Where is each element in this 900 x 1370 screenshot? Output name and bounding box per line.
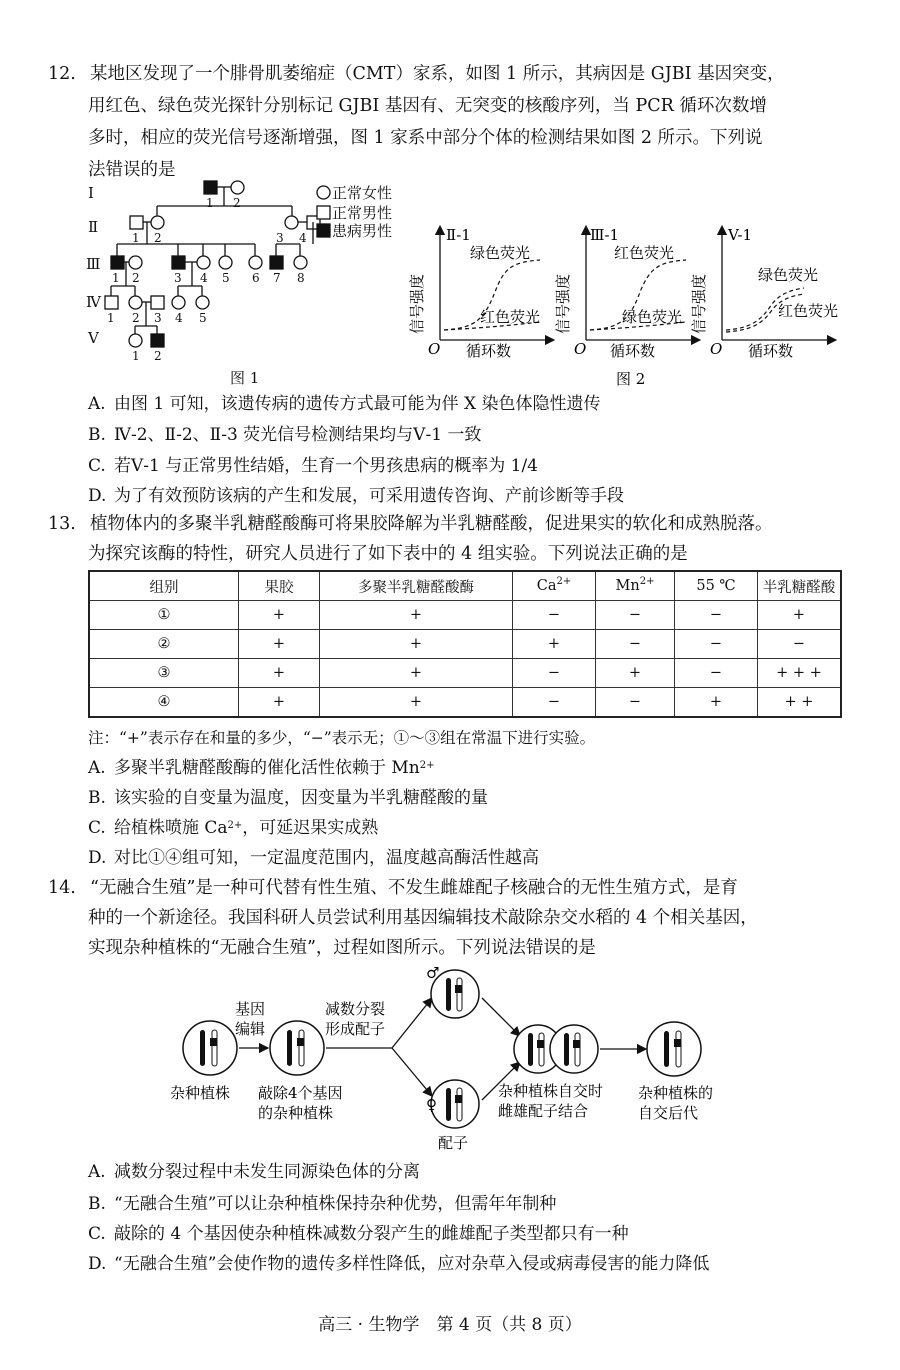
q12-line-2: 用红色、绿色荧光探针分别标记 GJBI 基因有、无突变的核酸序列，当 PCR 循环次数增: [88, 96, 767, 116]
q14-option-a[interactable]: A. 减数分裂过程中未发生同源染色体的分离: [88, 1162, 420, 1182]
q14-line-1: “无融合生殖”是一种可代替有性生殖、不发生雌雄配子核融合的无性生殖方式，是育: [90, 878, 738, 898]
id-I-1: 1: [206, 196, 214, 210]
q12-number: 12.: [48, 64, 76, 84]
id-III-4: 4: [200, 271, 208, 285]
figure1-caption: 图 1: [230, 369, 260, 387]
legend-affected-symbol: [317, 224, 330, 237]
legend-normal-female: 正常女性: [332, 184, 393, 202]
id-II-4: 4: [299, 231, 307, 245]
origin-label: O: [710, 340, 723, 358]
III-8-normal-female: [294, 256, 307, 269]
id-II-2: 2: [154, 231, 162, 245]
label-self-a: 杂种植株自交时: [498, 1082, 604, 1100]
figure2-caption: 图 2: [616, 370, 646, 388]
legend-male-symbol: [317, 206, 330, 219]
origin-label: O: [574, 340, 587, 358]
header-enzyme: 多聚半乳糖醛酸酶: [320, 571, 513, 601]
q14-number: 14.: [48, 878, 76, 898]
experiment-table: [88, 570, 842, 718]
x-axis-label: 循环数: [610, 342, 656, 360]
header-mn: $Mn^{2+}$: [596, 571, 675, 601]
header-temp: 55 ℃: [675, 571, 758, 601]
table-row: ③ + + − + − + + +: [89, 659, 841, 688]
label-gamete: 配子: [438, 1134, 469, 1152]
header-pectin: 果胶: [239, 571, 320, 601]
id-III-6: 6: [252, 271, 260, 285]
panel-title: V-1: [728, 226, 753, 244]
hybrid-cell: [183, 1021, 237, 1075]
apomixis-diagram: [160, 964, 740, 1156]
label-upper: 绿色荧光: [470, 244, 531, 262]
q13-option-d[interactable]: D. 对比①④组可知，一定温度范围内，温度越高酶活性越高: [88, 848, 539, 868]
fluorescence-figure: [400, 222, 860, 390]
label-lower: 绿色荧光: [622, 308, 683, 326]
q13-option-b[interactable]: B. 该实验的自变量为温度，因变量为半乳糖醛酸的量: [88, 788, 488, 808]
III-5-normal-female: [219, 256, 232, 269]
label-knockout-a: 敲除4个基因: [258, 1084, 343, 1102]
id-III-5: 5: [222, 271, 230, 285]
legend-female-symbol: [317, 186, 330, 199]
header-group: 组别: [89, 571, 239, 601]
id-III-7: 7: [273, 271, 281, 285]
III-3-affected-male: [172, 256, 185, 269]
IV-1-normal-male: [105, 296, 118, 309]
panel-title: Ⅱ-1: [446, 226, 471, 244]
header-galacturonic: 半乳糖醛酸: [758, 571, 842, 601]
id-IV-4: 4: [175, 311, 183, 325]
id-IV-1: 1: [107, 311, 115, 325]
panel-V-1: [690, 226, 838, 360]
id-IV-2: 2: [132, 311, 140, 325]
page-footer: 高三 · 生物学 第 4 页（共 8 页）: [318, 1315, 582, 1335]
I-2-normal-female: [231, 181, 244, 194]
label-step2-a: 减数分裂: [325, 1000, 386, 1018]
V-1-normal-female: [129, 334, 142, 347]
I-1-affected-male: [204, 181, 217, 194]
table-header-row: [89, 571, 841, 601]
id-I-2: 2: [233, 196, 241, 210]
q13-line-1: 植物体内的多聚半乳糖醛酸酶可将果胶降解为半乳糖醛酸，促进果实的软化和成熟脱落。: [90, 514, 773, 534]
female-symbol-icon: ♀: [426, 1096, 437, 1114]
edited-cell: [270, 1021, 324, 1075]
panel-title: Ⅲ-1: [590, 226, 620, 244]
label-lower: 红色荧光: [778, 302, 839, 320]
label-self-b: 雌雄配子结合: [498, 1102, 589, 1120]
label-step1-b: 编辑: [235, 1020, 266, 1038]
IV-3-normal-male: [151, 296, 164, 309]
q12-option-a[interactable]: A. 由图 1 可知，该遗传病的遗传方式最可能为伴 X 染色体隐性遗传: [88, 394, 601, 414]
IV-4-normal-female: [172, 296, 185, 309]
label-hybrid: 杂种植株: [170, 1084, 231, 1102]
III-7-affected-male: [270, 256, 283, 269]
q12-line-3: 多时，相应的荧光信号逐渐增强，图 1 家系中部分个体的检测结果如图 2 所示。下列说: [88, 128, 763, 148]
y-axis-label: 信号强度: [690, 273, 708, 334]
id-IV-5: 5: [199, 311, 207, 325]
label-offspring-b: 自交后代: [638, 1104, 699, 1122]
id-II-1: 1: [132, 231, 140, 245]
III-4-normal-female: [197, 256, 210, 269]
pedigree-figure: [80, 176, 420, 388]
id-V-1: 1: [132, 349, 140, 363]
id-V-2: 2: [154, 349, 162, 363]
table-row: ② + + + − − −: [89, 630, 841, 659]
IV-5-normal-female: [196, 296, 209, 309]
label-step1-a: 基因: [235, 1000, 266, 1018]
q12-option-d[interactable]: D. 为了有效预防该病的产生和发展，可采用遗传咨询、产前诊断等手段: [88, 486, 624, 506]
q13-line-2: 为探究该酶的特性，研究人员进行了如下表中的 4 组实验。下列说法正确的是: [88, 544, 688, 564]
origin-label: O: [428, 340, 441, 358]
panel-II-1: [408, 226, 550, 360]
id-III-1: 1: [112, 271, 120, 285]
id-III-8: 8: [297, 271, 305, 285]
q14-option-b[interactable]: B. “无融合生殖”可以让杂种植株保持杂种优势，但需年年制种: [88, 1194, 557, 1214]
q14-line-2: 种的一个新途径。我国科研人员尝试利用基因编辑技术敲除杂交水稻的 4 个相关基因，: [88, 908, 758, 928]
x-axis-label: 循环数: [466, 342, 512, 360]
legend-normal-male: 正常男性: [332, 204, 393, 222]
gen-label-1: Ⅰ: [88, 184, 94, 202]
gen-label-5: Ⅴ: [88, 329, 99, 347]
III-6-normal-female: [249, 256, 262, 269]
offspring-cell: [647, 1022, 701, 1076]
fusion-cells: [514, 1025, 598, 1073]
q12-option-c[interactable]: C. 若Ⅴ-1 与正常男性结婚，生育一个男孩患病的概率为 1/4: [88, 456, 539, 476]
label-upper: 红色荧光: [614, 244, 675, 262]
q12-line-1: 某地区发现了一个腓骨肌萎缩症（CMT）家系，如图 1 所示，其病因是 GJBI 基因突变，: [90, 64, 785, 84]
q13-option-a[interactable]: A. 多聚半乳糖醛酸酶的催化活性依赖于 $Mn^{2+}$: [88, 758, 435, 778]
female-gamete-cell: [431, 1080, 479, 1128]
label-step2-b: 形成配子: [325, 1020, 386, 1038]
label-offspring-a: 杂种植株的: [638, 1084, 714, 1102]
III-1-affected-male: [111, 256, 124, 269]
q13-option-c[interactable]: C. 给植株喷施 $Ca^{2+}$，可延迟果实成熟: [88, 818, 379, 838]
III-2-normal-female: [129, 256, 142, 269]
table-row: ④ + + − − + + +: [89, 688, 841, 718]
header-ca: $Ca^{2+}$: [513, 571, 596, 601]
table-note: 注：“+”表示存在和量的多少，“−”表示无；①～③组在常温下进行实验。: [88, 729, 596, 747]
id-III-2: 2: [132, 271, 140, 285]
panel-III-1: [554, 226, 696, 360]
gen-label-2: Ⅱ: [88, 218, 99, 236]
male-symbol-icon: ♂: [426, 964, 440, 982]
q12-option-b[interactable]: B. Ⅳ-2、Ⅱ-2、Ⅱ-3 荧光信号检测结果均与Ⅴ-1 一致: [88, 425, 482, 445]
y-axis-label: 信号强度: [408, 273, 426, 334]
x-axis-label: 循环数: [748, 342, 794, 360]
y-axis-label: 信号强度: [554, 273, 572, 334]
table-row: ① + + − − − +: [89, 601, 841, 630]
q14-line-3: 实现杂种植株的“无融合生殖”，过程如图所示。下列说法错误的是: [88, 938, 596, 958]
q14-option-c[interactable]: C. 敲除的 4 个基因使杂种植株减数分裂产生的雌雄配子类型都只有一种: [88, 1224, 629, 1244]
q12-line-4: 法错误的是: [88, 160, 176, 180]
id-II-3: 3: [276, 231, 284, 245]
II-2-normal-female: [151, 216, 164, 229]
q13-number: 13.: [48, 514, 76, 534]
gen-label-3: Ⅲ: [86, 255, 101, 273]
id-III-3: 3: [174, 271, 182, 285]
II-1-normal-male: [130, 216, 143, 229]
gen-label-4: Ⅳ: [86, 293, 101, 311]
II-3-normal-female: [285, 216, 298, 229]
V-2-affected-male: [151, 334, 164, 347]
label-lower: 红色荧光: [480, 308, 541, 326]
IV-2-normal-female: [129, 296, 142, 309]
legend-affected-male: 患病男性: [332, 222, 393, 240]
label-upper: 绿色荧光: [758, 266, 819, 284]
id-IV-3: 3: [154, 311, 162, 325]
label-knockout-b: 的杂种植株: [258, 1104, 334, 1122]
q14-option-d[interactable]: D. “无融合生殖”会使作物的遗传多样性降低，应对杂草入侵或病毒侵害的能力降低: [88, 1254, 710, 1274]
